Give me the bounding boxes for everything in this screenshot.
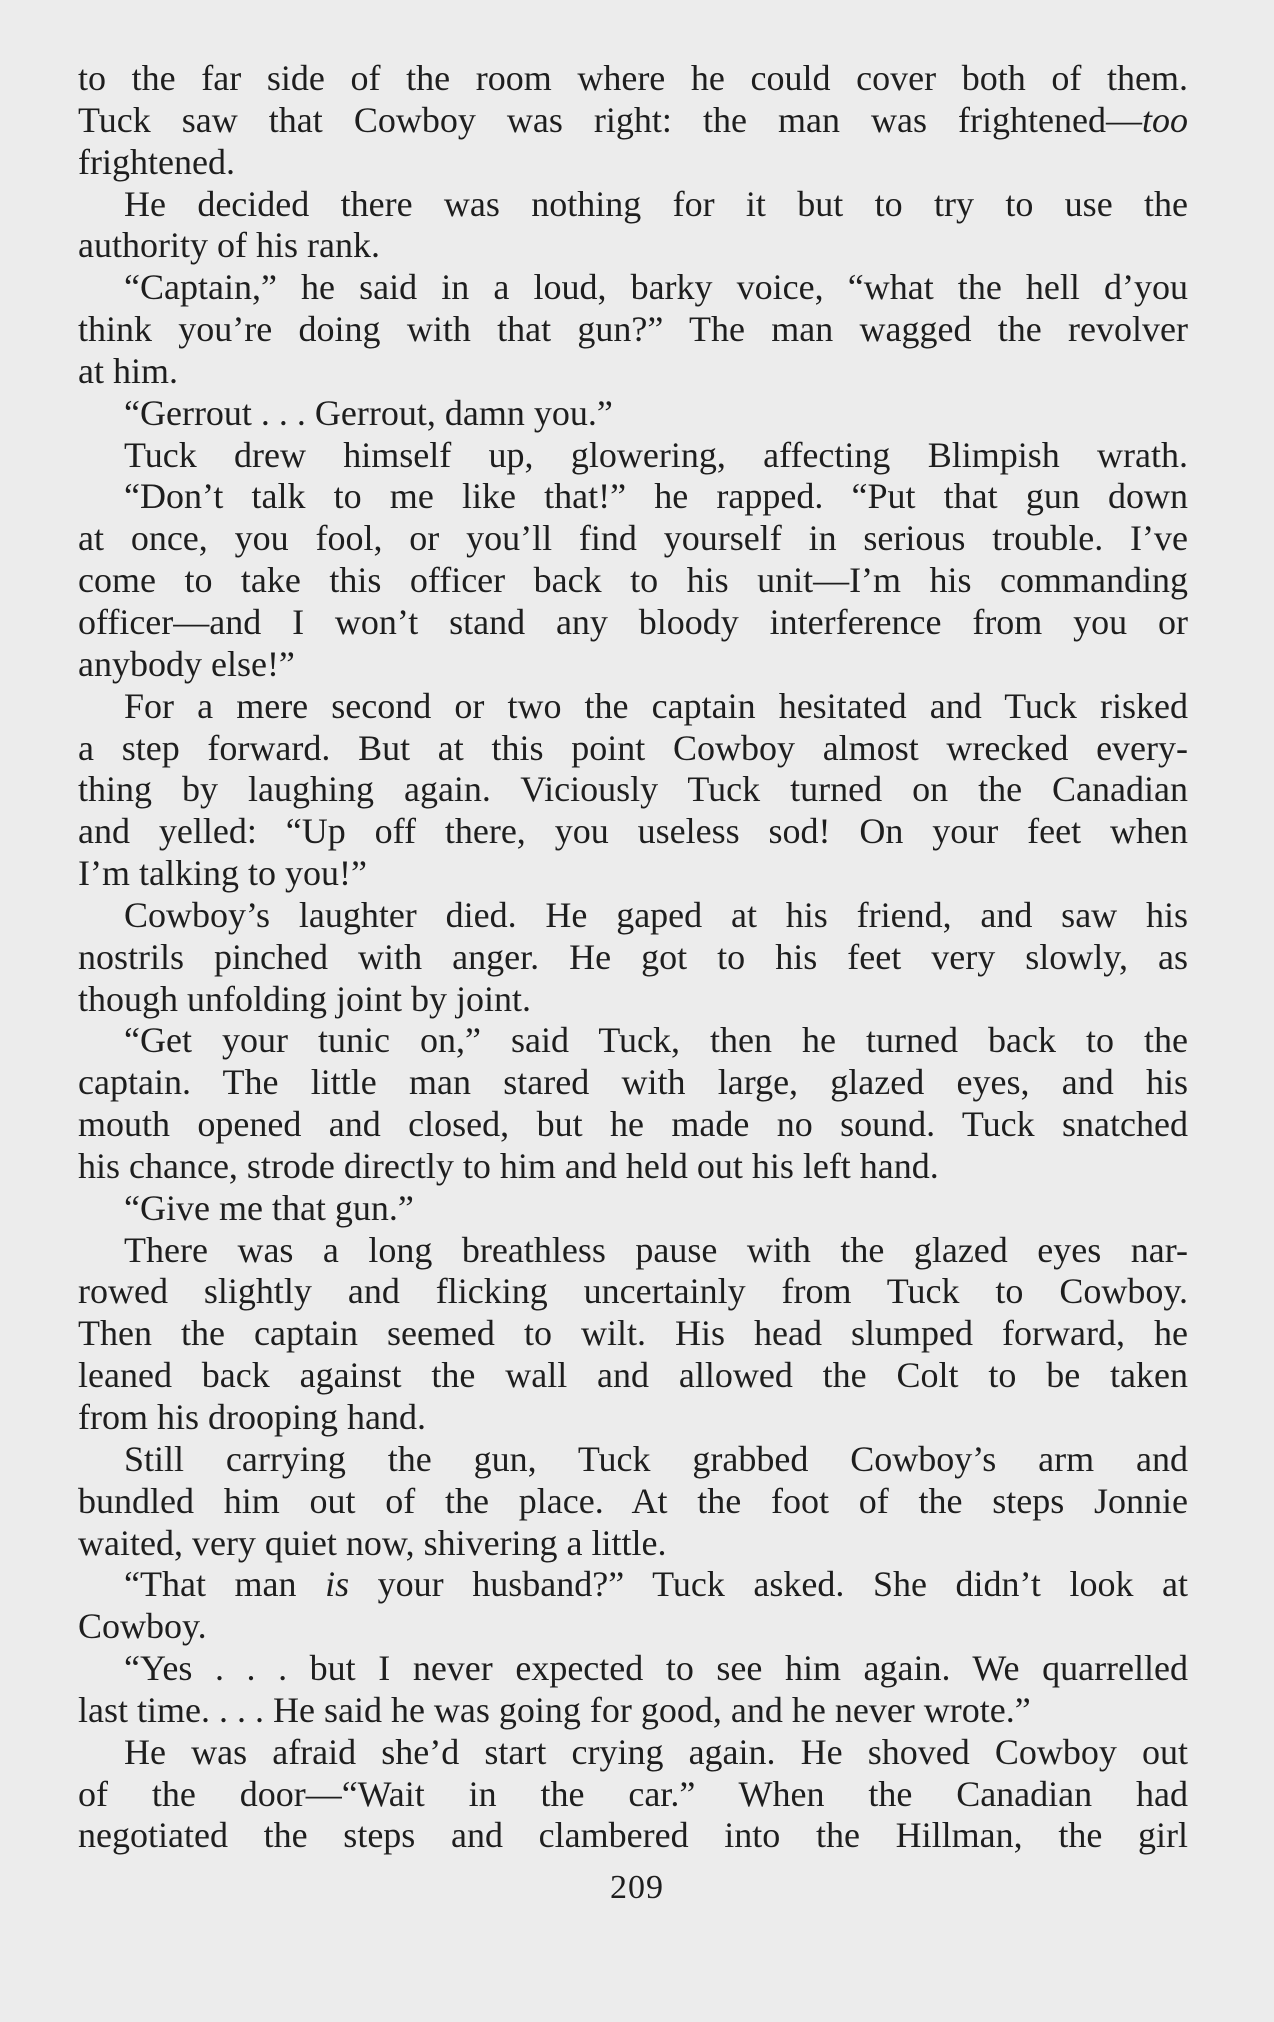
text-line bbox=[78, 1690, 1188, 1732]
text-segment: nostrils pinched with anger. He got to his feet very slowly, as bbox=[78, 936, 1188, 977]
text-segment: “Yes . . . but I never expected to see him again. We quarrelled bbox=[124, 1648, 1188, 1689]
text-line bbox=[78, 728, 1188, 770]
text-line bbox=[78, 267, 1188, 309]
text-segment: “Gerrout . . . Gerrout, damn you.” bbox=[124, 392, 613, 433]
text-line bbox=[78, 225, 1188, 267]
text-segment: leaned back against the wall and allowed the Colt to be taken bbox=[78, 1355, 1188, 1396]
text-line bbox=[78, 1815, 1188, 1857]
text-line bbox=[78, 184, 1188, 226]
text-segment: “Don’t talk to me like that!” he rapped. “Put that gun down bbox=[124, 476, 1188, 517]
text-line bbox=[78, 1062, 1188, 1104]
text-line bbox=[78, 518, 1188, 560]
text-line bbox=[78, 1439, 1188, 1481]
text-segment: come to take this officer back to his unit—I’m his commanding bbox=[78, 560, 1188, 601]
text-line bbox=[78, 1523, 1188, 1565]
text-line bbox=[78, 1188, 1188, 1230]
text-segment: at once, you fool, or you’ll find yourself in serious trouble. I’ve bbox=[78, 518, 1188, 559]
text-line bbox=[78, 602, 1188, 644]
text-segment: Tuck saw that Cowboy was right: the man was frightened— bbox=[78, 99, 1142, 140]
italic-text: too bbox=[1141, 99, 1188, 140]
text-segment: officer—and I won’t stand any bloody interference from you or bbox=[78, 601, 1188, 642]
text-segment: a step forward. But at this point Cowboy almost wrecked every- bbox=[78, 727, 1188, 768]
text-line bbox=[78, 1271, 1188, 1313]
text-line bbox=[78, 1146, 1188, 1188]
text-segment: He decided there was nothing for it but to try to use the bbox=[124, 183, 1188, 224]
text-line bbox=[78, 853, 1188, 895]
text-segment: your husband?” Tuck asked. She didn’t look at bbox=[349, 1564, 1188, 1605]
text-line bbox=[78, 1606, 1188, 1648]
text-segment: from his drooping hand. bbox=[78, 1397, 426, 1437]
text-line bbox=[78, 435, 1188, 477]
text-segment: thing by laughing again. Viciously Tuck turned on the Canadian bbox=[78, 769, 1188, 810]
text-line bbox=[78, 1230, 1188, 1272]
text-line bbox=[78, 811, 1188, 853]
text-line bbox=[78, 58, 1188, 100]
text-line bbox=[78, 1104, 1188, 1146]
text-line bbox=[78, 769, 1188, 811]
text-line bbox=[78, 100, 1188, 142]
text-segment: There was a long breathless pause with the glazed eyes nar- bbox=[124, 1229, 1188, 1270]
text-segment: waited, very quiet now, shivering a little. bbox=[78, 1522, 667, 1563]
text-segment: his chance, strode directly to him and held out his left hand. bbox=[78, 1145, 939, 1186]
text-line bbox=[78, 1481, 1188, 1523]
text-line bbox=[78, 686, 1188, 728]
text-line bbox=[78, 979, 1188, 1021]
text-line bbox=[78, 309, 1188, 351]
text-line bbox=[78, 644, 1188, 686]
text-segment: For a mere second or two the captain hesitated and Tuck risked bbox=[124, 685, 1188, 726]
text-line bbox=[78, 476, 1188, 518]
text-line bbox=[78, 1648, 1188, 1690]
text-segment: authority of his rank. bbox=[78, 225, 380, 266]
text-segment: of the door—“Wait in the car.” When the Canadian had bbox=[78, 1773, 1188, 1814]
text-line bbox=[78, 393, 1188, 435]
text-segment: “Captain,” he said in a loud, barky voice, “what the hell d’you bbox=[124, 267, 1188, 308]
text-line bbox=[78, 560, 1188, 602]
text-segment: negotiated the steps and clambered into the Hillman, the girl bbox=[78, 1815, 1188, 1856]
text-segment: last time. . . . He said he was going for good, and he never wrote.” bbox=[78, 1689, 1031, 1730]
text-segment: He was afraid she’d start crying again. He shoved Cowboy out bbox=[124, 1731, 1188, 1772]
text-segment: “That man bbox=[124, 1564, 326, 1605]
text-segment: Still carrying the gun, Tuck grabbed Cowboy’s arm and bbox=[124, 1438, 1188, 1479]
text-segment: anybody else!” bbox=[78, 643, 295, 684]
text-line bbox=[78, 142, 1188, 184]
text-line bbox=[78, 1313, 1188, 1355]
text-segment: at him. bbox=[78, 350, 178, 391]
text-segment: and yelled: “Up off there, you useless sod! On your feet when bbox=[78, 811, 1188, 852]
text-segment: Cowboy. bbox=[78, 1606, 207, 1647]
text-line bbox=[78, 895, 1188, 937]
text-line bbox=[78, 1564, 1188, 1606]
text-segment: “Give me that gun.” bbox=[124, 1187, 414, 1228]
text-line bbox=[78, 1020, 1188, 1062]
text-line bbox=[78, 1774, 1188, 1816]
text-line bbox=[78, 1355, 1188, 1397]
text-segment: Then the captain seemed to wilt. His head slumped forward, he bbox=[78, 1313, 1188, 1354]
body-text bbox=[78, 58, 1188, 1857]
text-segment: though unfolding joint by joint. bbox=[78, 978, 532, 1019]
text-line bbox=[78, 1397, 1188, 1439]
page-number: 209 bbox=[610, 1869, 664, 1906]
text-segment: think you’re doing with that gun?” The man wagged the revolver bbox=[78, 309, 1188, 350]
text-segment: Tuck drew himself up, glowering, affecting Blimpish wrath. bbox=[124, 434, 1188, 475]
text-segment: captain. The little man stared with large, glazed eyes, and his bbox=[78, 1062, 1188, 1103]
text-line bbox=[78, 351, 1188, 393]
text-segment: frightened. bbox=[78, 141, 235, 182]
text-segment: Cowboy’s laughter died. He gaped at his friend, and saw his bbox=[124, 894, 1188, 935]
text-line bbox=[78, 937, 1188, 979]
text-segment: “Get your tunic on,” said Tuck, then he turned back to the bbox=[124, 1020, 1188, 1061]
text-segment: I’m talking to you!” bbox=[78, 853, 367, 894]
text-segment: rowed slightly and flicking uncertainly from Tuck to Cowboy. bbox=[78, 1271, 1188, 1312]
text-line bbox=[78, 1732, 1188, 1774]
text-segment: to the far side of the room where he could cover both of them. bbox=[78, 58, 1188, 98]
italic-text: is bbox=[325, 1564, 350, 1605]
text-segment: mouth opened and closed, but he made no sound. Tuck snatched bbox=[78, 1104, 1188, 1145]
text-segment: bundled him out of the place. At the foot of the steps Jonnie bbox=[78, 1480, 1188, 1521]
